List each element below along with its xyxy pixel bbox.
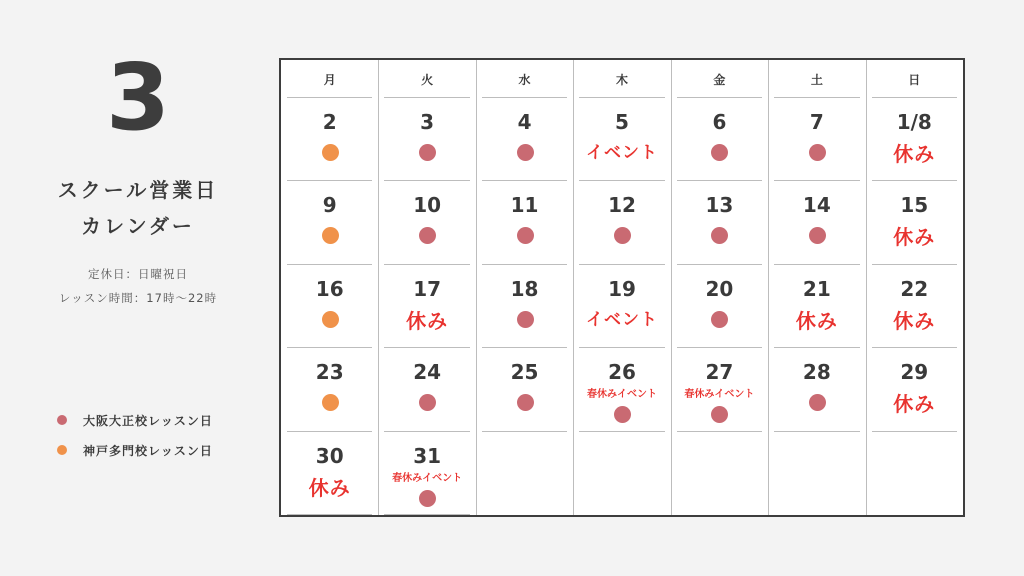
calendar-day-cell — [671, 181, 768, 264]
day-number: 24 — [413, 360, 442, 385]
calendar-day-cell — [281, 432, 378, 515]
kobe-lesson-dot-icon — [322, 394, 339, 411]
weekday-header: 土 — [768, 60, 865, 98]
day-number: 22 — [900, 276, 929, 301]
osaka-lesson-dot-icon — [614, 227, 631, 244]
day-number: 19 — [608, 276, 636, 301]
day-number: 10 — [413, 193, 442, 218]
day-number: 13 — [705, 193, 734, 218]
calendar-day-cell — [281, 181, 378, 264]
osaka-lesson-dot-icon — [517, 144, 534, 161]
calendar-day-cell — [378, 432, 475, 515]
calendar-day-cell — [573, 432, 670, 515]
osaka-lesson-dot-icon — [517, 394, 534, 411]
day-number: 25 — [510, 360, 539, 385]
weekday-header: 日 — [866, 60, 963, 98]
weekday-header: 月 — [281, 60, 378, 98]
calendar-day-cell — [573, 265, 670, 348]
calendar-day-cell — [671, 98, 768, 181]
osaka-lesson-dot-icon — [711, 227, 728, 244]
day-number: 11 — [510, 193, 539, 218]
month-number: 3 — [105, 44, 170, 151]
holiday-label: 休み — [308, 475, 351, 500]
column-divider — [573, 60, 574, 515]
day-number: 18 — [510, 276, 539, 301]
closed-days-info: 定休日：日曜祝日 — [88, 267, 188, 281]
osaka-lesson-dot-icon — [517, 311, 534, 328]
calendar-day-cell — [768, 432, 865, 515]
osaka-lesson-dot-icon — [419, 394, 436, 411]
day-number: 6 — [712, 110, 727, 134]
day-number: 14 — [802, 193, 831, 218]
legend-osaka — [57, 411, 213, 429]
calendar-day-cell — [281, 98, 378, 181]
calendar-day-cell — [573, 98, 670, 181]
kobe-lesson-dot-icon — [322, 144, 339, 161]
calendar-day-cell — [281, 265, 378, 348]
osaka-lesson-dot-icon — [419, 144, 436, 161]
spring-event-label: 春休みイベント — [684, 389, 755, 401]
day-number: 9 — [322, 193, 337, 218]
holiday-label: 休み — [893, 308, 936, 333]
weekday-header: 水 — [476, 60, 573, 98]
calendar-day-cell — [768, 98, 865, 181]
kobe-lesson-dot-icon — [322, 311, 339, 328]
calendar-day-cell — [866, 348, 963, 431]
day-number: 17 — [413, 276, 442, 301]
kobe-dot-icon — [57, 445, 67, 455]
osaka-lesson-dot-icon — [711, 144, 728, 161]
day-number: 20 — [705, 276, 734, 301]
osaka-lesson-dot-icon — [809, 227, 826, 244]
osaka-lesson-dot-icon — [711, 311, 728, 328]
calendar-day-cell — [866, 265, 963, 348]
calendar-day-cell — [573, 348, 670, 431]
osaka-lesson-dot-icon — [614, 406, 631, 423]
calendar-day-cell — [476, 432, 573, 515]
osaka-lesson-dot-icon — [419, 227, 436, 244]
left-panel — [0, 0, 270, 576]
weekday-header: 火 — [378, 60, 475, 98]
calendar-day-cell — [573, 181, 670, 264]
legend-kobe — [57, 441, 213, 459]
day-number: 12 — [608, 193, 636, 218]
calendar-title-line2: カレンダー — [81, 214, 195, 238]
weekday-header: 金 — [671, 60, 768, 98]
legend-kobe-label: 神戸多門校レッスン日 — [83, 443, 213, 458]
day-number: 27 — [705, 360, 734, 385]
osaka-lesson-dot-icon — [419, 490, 436, 507]
calendar-day-cell — [768, 181, 865, 264]
calendar-day-cell — [476, 265, 573, 348]
weekday-header: 木 — [573, 60, 670, 98]
calendar-day-cell — [378, 265, 475, 348]
calendar-day-cell — [378, 348, 475, 431]
calendar-day-cell — [476, 181, 573, 264]
holiday-label: 休み — [406, 308, 449, 333]
osaka-dot-icon — [57, 415, 67, 425]
holiday-label: 休み — [893, 392, 936, 417]
day-number: 2 — [322, 110, 337, 134]
column-divider — [768, 60, 769, 515]
day-number: 7 — [809, 110, 824, 134]
calendar-day-cell — [378, 98, 475, 181]
day-number: 16 — [315, 276, 344, 301]
osaka-lesson-dot-icon — [711, 406, 728, 423]
calendar-day-cell — [476, 348, 573, 431]
calendar-day-cell — [476, 98, 573, 181]
column-divider — [671, 60, 672, 515]
day-number: 3 — [420, 110, 435, 134]
calendar-day-cell — [671, 348, 768, 431]
osaka-lesson-dot-icon — [517, 227, 534, 244]
kobe-lesson-dot-icon — [322, 227, 339, 244]
calendar-day-cell — [768, 265, 865, 348]
holiday-label: 休み — [893, 225, 936, 250]
calendar-day-cell — [866, 432, 963, 515]
calendar-day-cell — [281, 348, 378, 431]
holiday-label: 休み — [893, 142, 936, 166]
day-number: 26 — [608, 360, 636, 385]
column-divider — [866, 60, 867, 515]
spring-event-label: 春休みイベント — [392, 472, 463, 484]
calendar-day-cell — [866, 98, 963, 181]
legend-osaka-label: 大阪大正校レッスン日 — [83, 413, 213, 428]
day-number: 29 — [900, 360, 929, 385]
day-number: 5 — [615, 110, 629, 134]
lesson-hours-info: レッスン時間：17時〜22時 — [58, 291, 218, 305]
holiday-label: 休み — [795, 308, 838, 333]
column-divider — [476, 60, 477, 515]
event-label: イベント — [585, 309, 658, 330]
event-label: イベント — [585, 143, 658, 163]
calendar-day-cell — [671, 432, 768, 515]
day-number: 28 — [802, 360, 831, 385]
day-number: 21 — [802, 276, 831, 301]
calendar-day-cell — [671, 265, 768, 348]
calendar-day-cell — [866, 181, 963, 264]
day-number: 30 — [315, 443, 344, 468]
day-number: 1/8 — [896, 110, 932, 134]
day-number: 4 — [517, 110, 532, 134]
osaka-lesson-dot-icon — [809, 144, 826, 161]
osaka-lesson-dot-icon — [809, 394, 826, 411]
calendar-day-cell — [378, 181, 475, 264]
calendar-grid — [279, 58, 965, 517]
spring-event-label: 春休みイベント — [586, 389, 657, 401]
day-number: 23 — [315, 360, 344, 385]
day-number: 15 — [900, 193, 929, 218]
calendar-title-line1: スクール営業日 — [57, 178, 219, 202]
day-number: 31 — [413, 443, 442, 468]
calendar-day-cell — [768, 348, 865, 431]
column-divider — [378, 60, 379, 515]
